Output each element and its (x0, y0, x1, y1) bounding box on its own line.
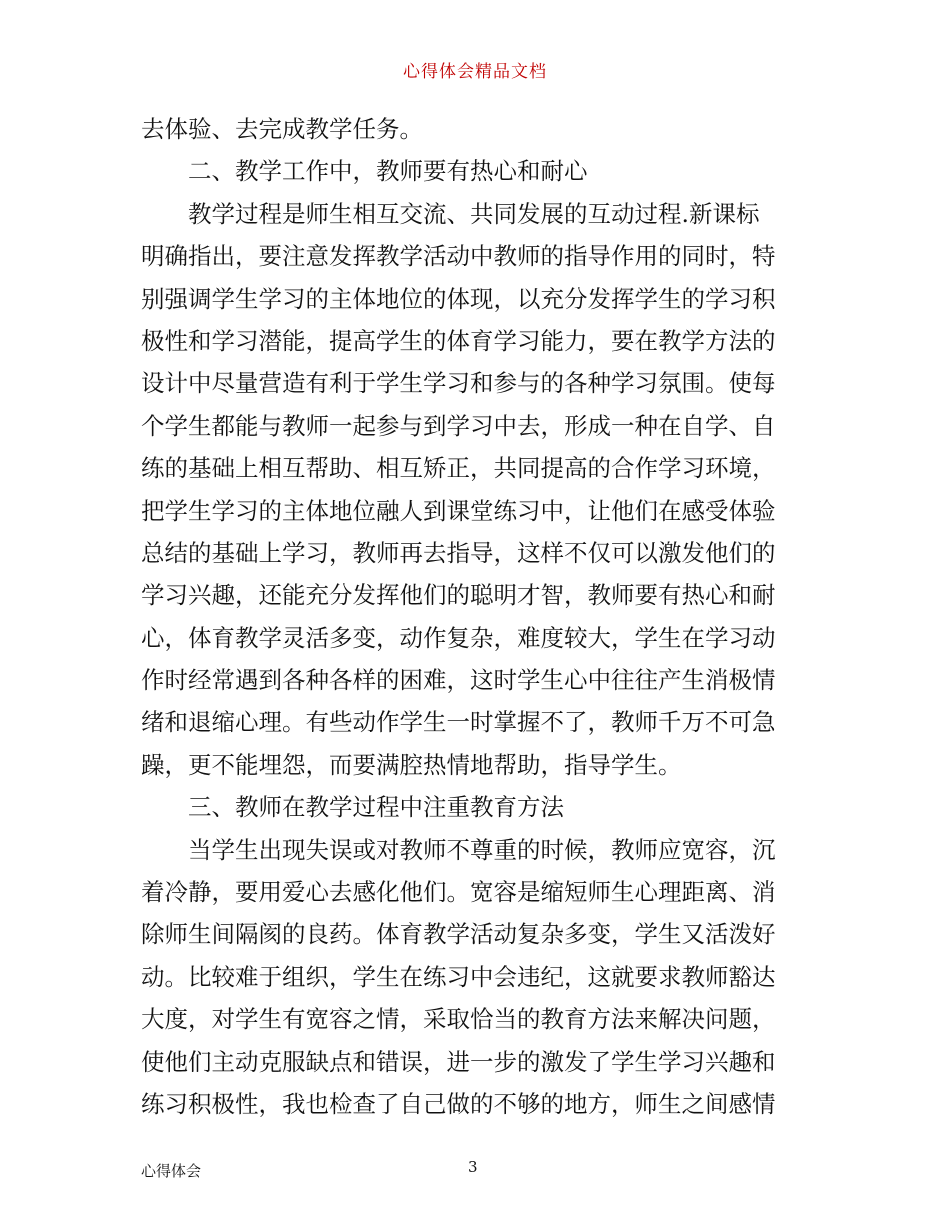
text-line: 作时经常遇到各种各样的困难，这时学生心中往往产生消极情 (141, 666, 776, 695)
text-line: 设计中尽量营造有利于学生学习和参与的各种学习氛围。使每 (141, 369, 776, 398)
text-line: 躁，更不能埋怨，而要满腔热情地帮助，指导学生。 (141, 750, 682, 779)
text-line: 当学生出现失误或对教师不尊重的时候，教师应宽容，沉 (188, 835, 776, 864)
text-line: 把学生学习的主体地位融人到课堂练习中，让他们在感受体验 (141, 496, 776, 525)
text-line: 大度，对学生有宽容之情，采取恰当的教育方法来解决问题， (141, 1005, 776, 1034)
text-line: 绪和退缩心理。有些动作学生一时掌握不了，教师千万不可急 (141, 708, 776, 737)
text-line: 个学生都能与教师一起参与到学习中去，形成一种在自学、自 (141, 411, 776, 440)
footer-label: 心得体会 (141, 1162, 202, 1180)
text-line: 学习兴趣，还能充分发挥他们的聪明才智，教师要有热心和耐 (141, 581, 776, 610)
text-line: 心，体育教学灵活多变，动作复杂，难度较大，学生在学习动 (141, 623, 776, 652)
text-line: 除师生间隔阂的良药。体育教学活动复杂多变，学生又活泼好 (141, 920, 776, 949)
text-line: 使他们主动克服缺点和错误，进一步的激发了学生学习兴趣和 (141, 1047, 776, 1076)
text-line: 教学过程是师生相互交流、共同发展的互动过程.新课标 (188, 199, 760, 228)
text-line: 二、教学工作中，教师要有热心和耐心 (188, 157, 588, 186)
document-body (141, 108, 811, 1125)
text-line: 着冷静，要用爱心去感化他们。宽容是缩短师生心理距离、消 (141, 878, 776, 907)
text-line: 练的基础上相互帮助、相互矫正，共同提高的合作学习环境， (141, 454, 776, 483)
text-line: 练习积极性，我也检查了自己做的不够的地方，师生之间感情 (141, 1089, 776, 1118)
text-line: 去体验、去完成教学任务。 (141, 115, 423, 143)
text-line: 总结的基础上学习，教师再去指导，这样不仅可以激发他们的 (141, 538, 776, 567)
text-line: 明确指出，要注意发挥教学活动中教师的指导作用的同时，特 (141, 242, 776, 271)
text-line: 极性和学习潜能，提高学生的体育学习能力，要在教学方法的 (141, 326, 776, 355)
text-line: 别强调学生学习的主体地位的体现，以充分发挥学生的学习积 (141, 284, 776, 313)
page-header-title: 心得体会精品文档 (403, 62, 547, 82)
text-line: 三、教师在教学过程中注重教育方法 (188, 793, 564, 822)
text-line: 动。比较难于组织，学生在练习中会违纪，这就要求教师豁达 (141, 962, 776, 991)
page-number: 3 (468, 1158, 478, 1176)
